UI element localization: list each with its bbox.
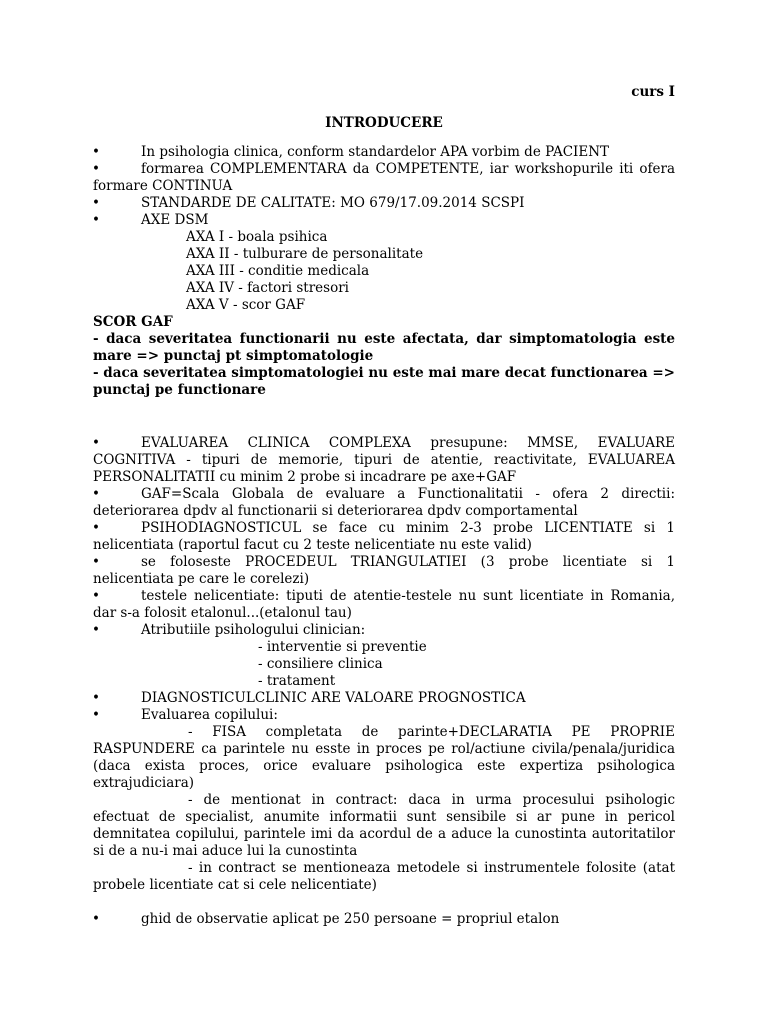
axis-item: AXA I - boala psihica <box>186 229 328 245</box>
page-title: INTRODUCERE <box>325 115 443 131</box>
list-item: • PSIHODIAGNOSTICUL se face cu minim 2-3 probe LICENTIATE si 1 nelicentiata (raportul facut cu 2 teste nelicentiate nu este valid) <box>92 520 675 553</box>
child-eval-item: - in contract se mentioneaza metodele si instrumentele folosite (atat probele licentiate cat si cele nelicentiate) <box>93 860 675 893</box>
bullet-icon: • <box>92 520 100 536</box>
attribution-item: - consiliere clinica <box>258 656 383 672</box>
list-item: • ghid de observatie aplicat pe 250 persoane = propriul etalon <box>92 911 560 927</box>
bullet-icon: • <box>92 588 100 604</box>
secondary-list <box>93 690 675 724</box>
document-body <box>93 84 675 928</box>
list-item: • Evaluarea copilului: <box>92 707 278 723</box>
attributions-list <box>93 639 675 690</box>
gaf-rule-1: - daca severitatea functionarii nu este afectata, dar simptomatologia este mare => punctaj pt simptomatologie <box>93 331 675 364</box>
axis-item: AXA II - tulburare de personalitate <box>186 246 424 262</box>
bullet-icon: • <box>92 212 100 228</box>
list-item: • formarea COMPLEMENTARA da COMPETENTE, iar workshopurile iti ofera formare CONTINUA <box>92 161 675 194</box>
axis-item: AXA IV - factori stresori <box>186 280 349 296</box>
bullet-icon: • <box>92 707 100 723</box>
bullet-icon: • <box>92 554 100 570</box>
intro-list <box>93 144 675 229</box>
spacer <box>93 894 675 911</box>
list-item: • In psihologia clinica, conform standardelor APA vorbim de PACIENT <box>92 144 610 160</box>
gaf-heading: SCOR GAF <box>93 314 173 330</box>
attribution-item: - tratament <box>258 673 336 689</box>
list-item: • EVALUAREA CLINICA COMPLEXA presupune: MMSE, EVALUARE COGNITIVA - tipuri de memorie, tipuri de atentie, reactivitate, EVALUAREA PERSONALITATII cu minim 2 probe si incadrare pe axe+GAF <box>92 435 675 485</box>
bullet-icon: • <box>92 161 100 177</box>
list-item: • se foloseste PROCEDEUL TRIANGULATIEI (3 probe licentiate si 1 nelicentiata pe care le corelezi) <box>92 554 675 587</box>
list-item: • Atributiile psihologului clinician: <box>92 622 366 638</box>
bullet-icon: • <box>92 622 100 638</box>
course-label: curs I <box>631 84 675 100</box>
child-eval-item: - FISA completata de parinte+DECLARATIA PE PROPRIE RASPUNDERE ca parintele nu esste in proces pe rol/actiune civila/penala/juridica (daca exista proces, orice evaluare psihologica este expertiza psihologica extrajudiciara) <box>93 724 675 791</box>
bullet-icon: • <box>92 435 100 451</box>
attribution-item: - interventie si preventie <box>258 639 427 655</box>
axis-item: AXA V - scor GAF <box>186 297 306 313</box>
child-eval-item: - de mentionat in contract: daca in urma procesului psihologic efectuat de specialist, anumite informatii sunt sensibile si ar pune in pericol demnitatea copilului, parintele imi da acordul de a aduce la cunostinta autoritatilor si de a nu-i mai aduce lui la cunostinta <box>93 792 675 859</box>
list-item: • AXE DSM <box>92 212 209 228</box>
gaf-rule-2: - daca severitatea simptomatologiei nu este mai mare decat functionarea => punctaj pe functionare <box>93 365 675 398</box>
bullet-icon: • <box>92 195 100 211</box>
list-item: • testele nelicentiate: tiputi de atentie-testele nu sunt licentiate in Romania, dar s-a folosit etalonul...(etalonul tau) <box>92 588 675 621</box>
bullet-icon: • <box>92 911 100 927</box>
axes-list <box>93 229 675 314</box>
list-item: • DIAGNOSTICULCLINIC ARE VALOARE PROGNOSTICA <box>92 690 526 706</box>
axis-item: AXA III - conditie medicala <box>186 263 370 279</box>
bullet-icon: • <box>92 690 100 706</box>
main-list <box>93 435 675 639</box>
list-item: • STANDARDE DE CALITATE: MO 679/17.09.2014 SCSPI <box>92 195 525 211</box>
list-item: • GAF=Scala Globala de evaluare a Functionalitatii - ofera 2 directii: deteriorarea dpdv al functionarii si deteriorarea dpdv comportamental <box>92 486 675 519</box>
bullet-icon: • <box>92 144 100 160</box>
bullet-icon: • <box>92 486 100 502</box>
child-evaluation-notes <box>93 724 675 894</box>
spacer <box>93 399 675 435</box>
